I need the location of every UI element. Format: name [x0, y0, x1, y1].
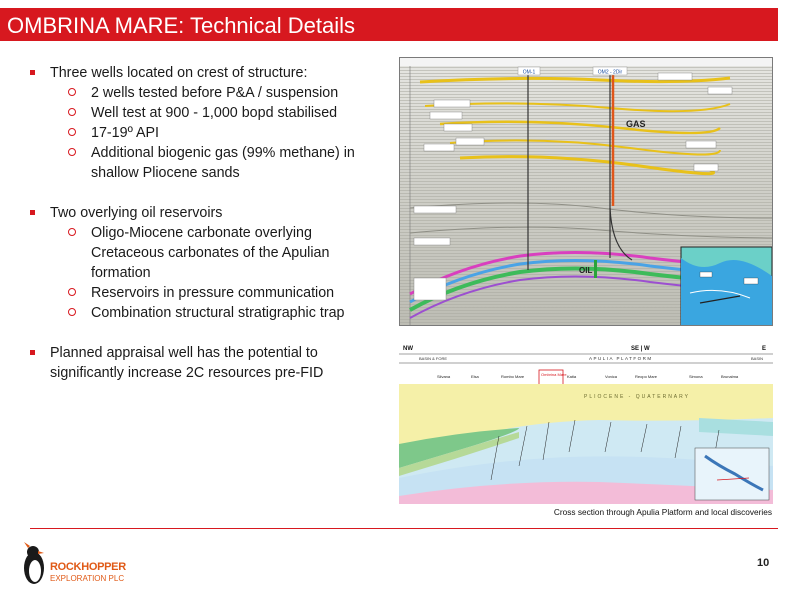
gas-label: GAS	[626, 119, 646, 129]
cross-section-graphic	[399, 340, 773, 504]
sub-bullet-item	[28, 283, 388, 303]
bullet-text: Planned appraisal well has the potential to significantly increase 2C resources pre-FID	[50, 345, 324, 381]
square-bullet-icon	[30, 70, 35, 75]
penguin-logo-icon	[20, 540, 50, 588]
footer-divider	[30, 528, 778, 529]
page-number: 10	[757, 557, 770, 569]
bullet-group	[28, 63, 388, 183]
well-label: Katia	[567, 374, 577, 379]
sub-bullet-text: Additional biogenic gas (99% methane) in shallow Pliocene sands	[91, 145, 355, 181]
sub-bullet-text: 2 wells tested before P&A / suspension	[91, 85, 339, 101]
title-bar	[0, 8, 778, 41]
circle-bullet-icon	[68, 288, 76, 296]
figure-caption: Cross section through Apulia Platform and local discoveries	[553, 507, 772, 517]
company-logo	[20, 540, 130, 590]
zone-label: APULIA PLATFORM	[589, 356, 653, 361]
sub-bullet-text: Combination structural stratigraphic trap	[91, 305, 345, 321]
bullet-item	[28, 343, 388, 383]
logo-wordmark: ROCKHOPPER	[50, 561, 126, 573]
bullet-group	[28, 203, 388, 323]
direction-se-w-label: SE | W	[631, 346, 650, 352]
sub-bullet-item	[28, 143, 388, 183]
direction-e-label: E	[762, 346, 767, 352]
zone-label: BASIN	[751, 356, 764, 361]
circle-bullet-icon	[68, 228, 76, 236]
cross-section-image	[399, 340, 773, 504]
well-label: Elsa	[471, 374, 479, 379]
bullet-text: Three wells located on crest of structure:	[50, 65, 308, 81]
well-label: Vonica	[605, 374, 618, 379]
circle-bullet-icon	[68, 108, 76, 116]
well-label: Brunalma	[721, 374, 739, 379]
well-tag-label: OM-1	[522, 69, 536, 76]
bullet-item	[28, 63, 388, 83]
zone-label: BASIN & FORE	[419, 356, 448, 361]
sub-bullet-text: Oligo-Miocene carbonate overlying Cretaceous carbonates of the Apulian formation	[91, 225, 330, 281]
logo-subtext: EXPLORATION PLC	[50, 574, 125, 583]
well-label: Ombrina Mare	[541, 372, 567, 377]
slide-title: OMBRINA MARE: Technical Details	[7, 13, 356, 38]
direction-nw-label: NW	[403, 346, 413, 352]
oil-label: OIL	[579, 266, 593, 275]
circle-bullet-icon	[68, 148, 76, 156]
seismic-section-graphic	[400, 58, 772, 325]
well-tag-label: OM2 - 2Dir	[597, 69, 623, 76]
sub-bullet-item	[28, 83, 388, 103]
sub-bullet-item	[28, 123, 388, 143]
well-label: Reopo Mare	[635, 374, 658, 379]
circle-bullet-icon	[68, 88, 76, 96]
sub-bullet-text: Reservoirs in pressure communication	[91, 285, 335, 301]
sub-bullet-text: 17-19º API	[91, 125, 160, 141]
bullet-list	[28, 63, 388, 403]
square-bullet-icon	[30, 350, 35, 355]
seismic-section-image	[399, 57, 773, 326]
circle-bullet-icon	[68, 308, 76, 316]
well-label: Silvana	[437, 374, 451, 379]
layer-label: PLIOCENE - QUATERNARY	[584, 394, 690, 400]
well-label: Simona	[689, 374, 703, 379]
bullet-text: Two overlying oil reservoirs	[50, 205, 223, 221]
sub-bullet-item	[28, 103, 388, 123]
circle-bullet-icon	[68, 128, 76, 136]
well-label: Rombo Mare	[501, 374, 525, 379]
sub-bullet-text: Well test at 900 - 1,000 bopd stabilised	[91, 105, 338, 121]
bullet-item	[28, 203, 388, 223]
sub-bullet-item	[28, 223, 388, 283]
bullet-group	[28, 343, 388, 383]
square-bullet-icon	[30, 210, 35, 215]
sub-bullet-item	[28, 303, 388, 323]
